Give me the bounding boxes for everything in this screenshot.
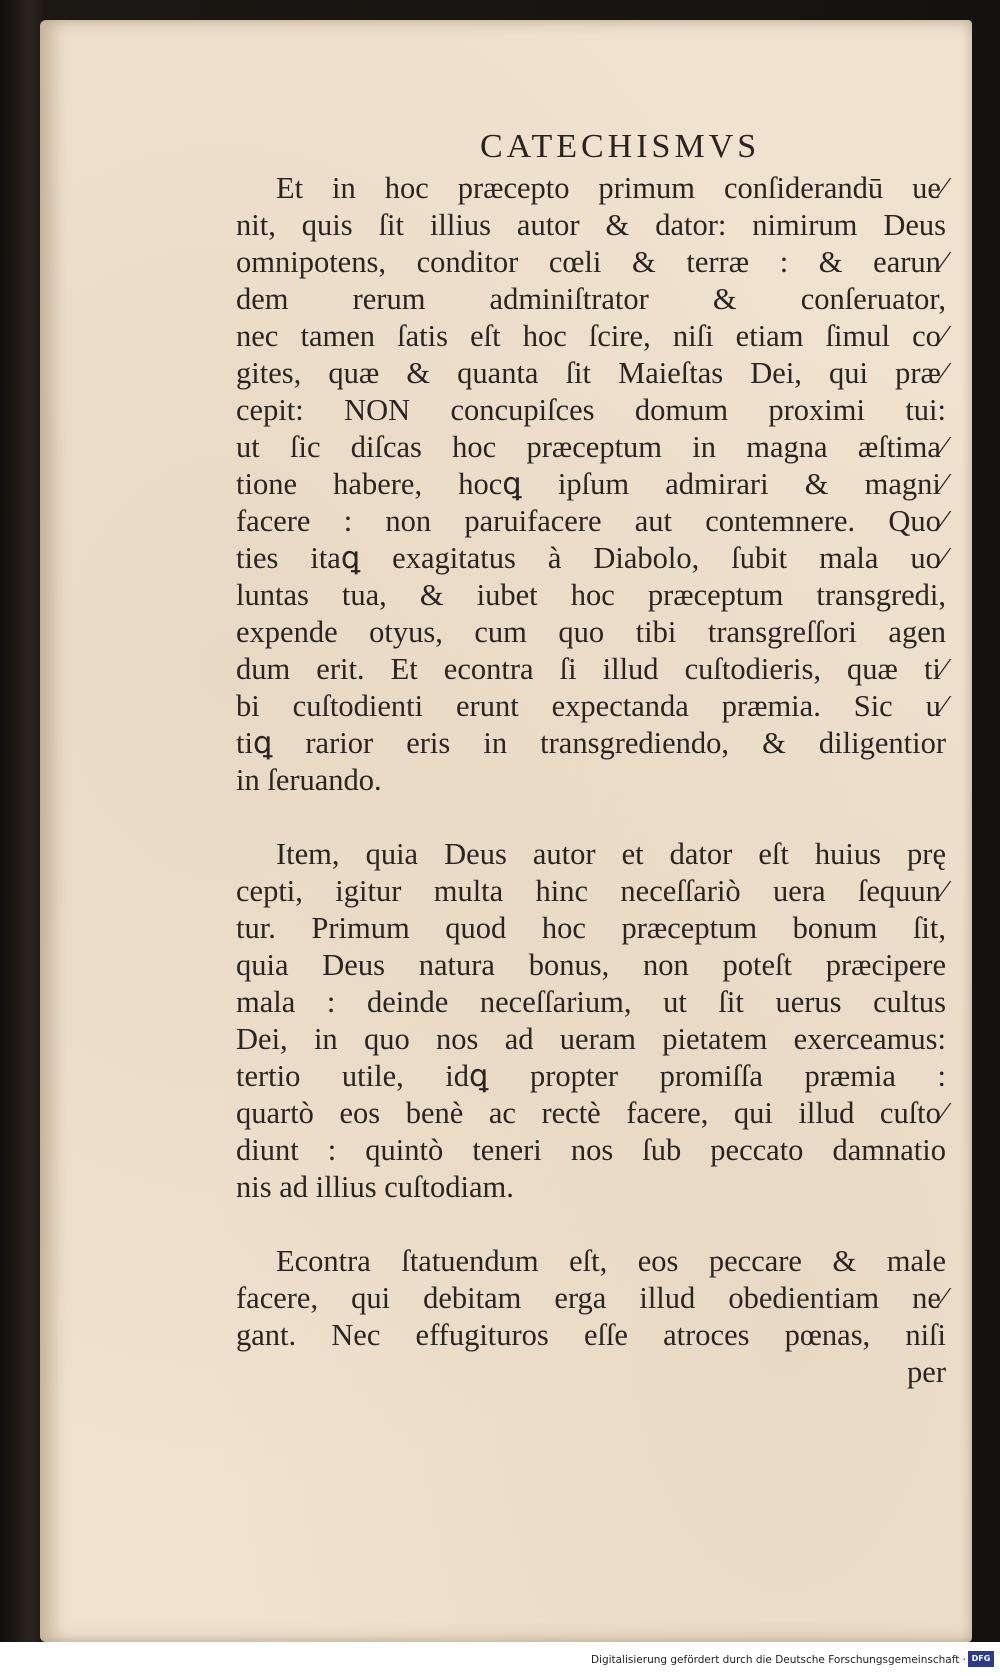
text-line: quia Deus natura bonus, non poteſt præcipere [236,948,946,982]
text-line: expende otyus, cum quo tibi transgreſſori agen [236,615,946,649]
text-line: diunt : quintò teneri nos ſub peccato damnatio [236,1133,946,1167]
text-line: dem rerum adminiſtrator & conſeruator, [236,282,946,316]
text-line: Dei, in quo nos ad ueram pietatem exerceamus: [236,1022,946,1056]
text-line: cepit: NON concupiſces domum proximi tui: [236,393,946,427]
footer-credit: Digitalisierung gefördert durch die Deutsche Forschungsgemeinschaft · [590,1654,966,1666]
text-line: Et in hoc præcepto primum conſiderandū ue⁄ [276,171,946,205]
text-line: Econtra ſtatuendum eſt, eos peccare & male [276,1244,946,1278]
text-line: Item, quia Deus autor et dator eſt huius prę [276,837,946,871]
text-line: facere, qui debitam erga illud obedientiam ne⁄ [236,1281,946,1315]
text-line: tur. Primum quod hoc præceptum bonum ſit, [236,911,946,945]
text-line: dum erit. Et econtra ſi illud cuſtodieris, quæ ti⁄ [236,652,946,686]
page-text [236,170,946,1391]
text-line: nit, quis ſit illius autor & dator: nimirum Deus [236,208,946,242]
text-line: gant. Nec effugituros eſſe atroces pœnas, niſi [236,1318,946,1352]
text-line: gites, quæ & quanta ſit Maieſtas Dei, qui præ⁄ [236,356,946,390]
text-line: bi cuſtodienti erunt expectanda præmia. Sic u⁄ [236,689,946,723]
text-line: in ſeruando. [236,763,382,797]
running-head: CATECHISMVS [480,128,761,165]
catchword: per [907,1355,946,1389]
paragraph-gap [236,1206,946,1243]
paragraph-2 [236,836,946,1206]
text-line: ut ſic diſcas hoc præceptum in magna æſtima⁄ [236,430,946,464]
paragraph-3 [236,1243,946,1354]
text-line: nec tamen ſatis eſt hoc ſcire, niſi etiam ſimul co⁄ [236,319,946,353]
text-line: ties itaꝗ exagitatus à Diabolo, ſubit mala uo⁄ [236,541,946,575]
text-line: tione habere, hocꝗ ipſum admirari & magni⁄ [236,467,946,501]
text-line: luntas tua, & iubet hoc præceptum transgredi, [236,578,946,612]
dfg-logo[interactable]: DFG [968,1651,994,1667]
text-line: omnipotens, conditor cœli & terræ : & earun⁄ [236,245,946,279]
text-line: cepti, igitur multa hinc neceſſariò uera ſequun⁄ [236,874,946,908]
text-line: nis ad illius cuſtodiam. [236,1170,514,1204]
text-line: mala : deinde neceſſarium, ut ſit uerus cultus [236,985,946,1019]
text-line: quartò eos benè ac rectè facere, qui illud cuſto⁄ [236,1096,946,1130]
text-line: facere : non paruifacere aut contemnere. Quo⁄ [236,504,946,538]
footer-bar [0,1642,1000,1676]
paragraph-gap [236,799,946,836]
text-line: tertio utile, idꝗ propter promiſſa præmia : [236,1059,946,1093]
text-line: tiꝗ rarior eris in transgrediendo, & diligentior [236,726,946,760]
paragraph-1 [236,170,946,799]
